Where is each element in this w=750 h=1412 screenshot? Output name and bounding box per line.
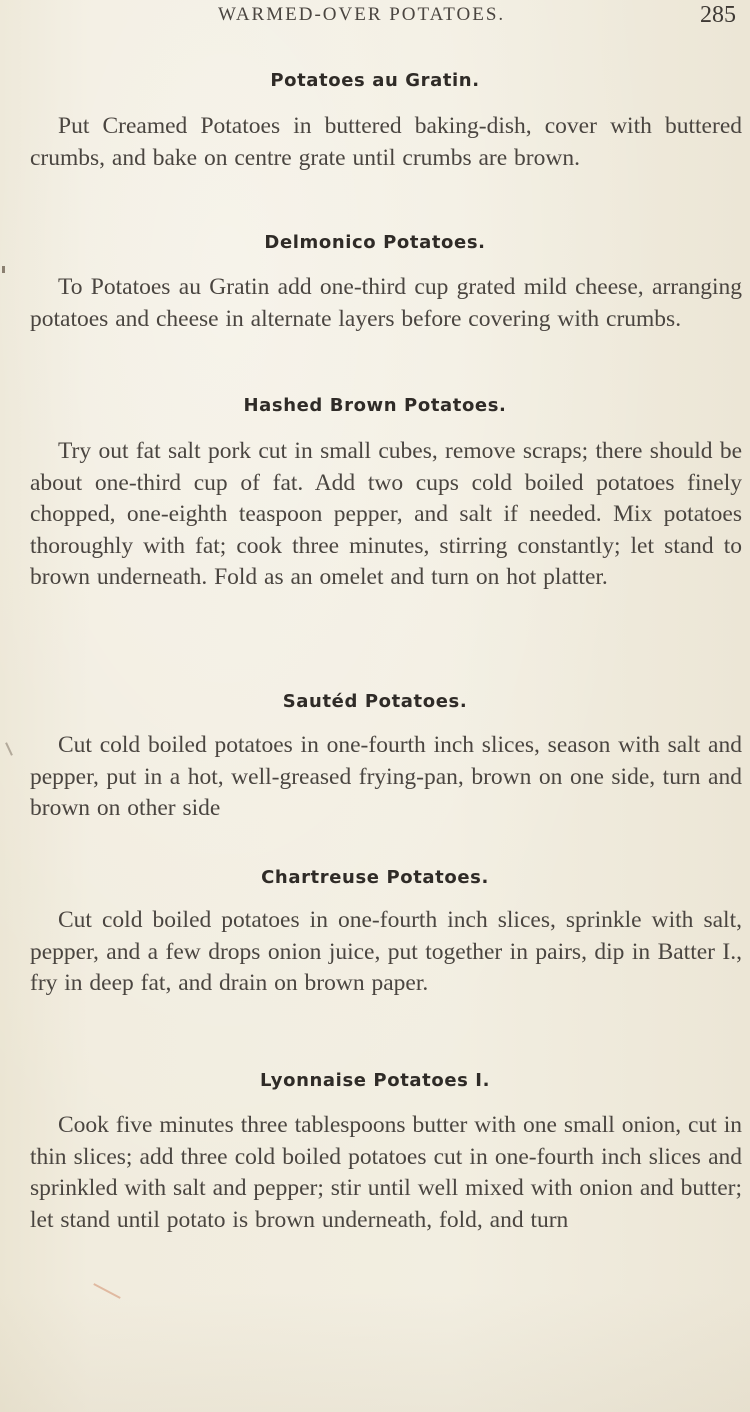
recipe-title-hashed-brown-potatoes: Hashed Brown Potatoes. (243, 395, 507, 416)
recipe-body-delmonico-potatoes: To Potatoes au Gratin add one-third cup grated mild cheese, arranging potatoes and cheese in alternate layers before covering with crumbs. (30, 274, 742, 332)
recipe-body-potatoes-au-gratin: Put Creamed Potatoes in buttered baking-dish, cover with buttered crumbs, and bake on centre grate until crumbs are brown. (30, 113, 742, 171)
recipe-title-delmonico-potatoes: Delmonico Potatoes. (264, 232, 486, 253)
page-bottom-margin (0, 1292, 750, 1412)
margin-mark (5, 742, 13, 756)
margin-mark (2, 266, 5, 273)
recipe-body-sauted-potatoes: Cut cold boiled potatoes in one-fourth inch slices, season with salt and pepper, put in a hot, well-greased frying-pan, brown on one side, turn and brown on other side (30, 732, 742, 821)
recipe-body-hashed-brown-potatoes: Try out fat salt pork cut in small cubes, remove scraps; there should be about one-third cup of fat. Add two cups cold boiled potatoes finely chopped, one-eighth teaspoon pepper, and salt if needed. Mix potatoes thoroughly with fat; cook three minutes, stirring constantly; let stand to brown underneath. Fold as an omelet and turn on hot platter. (30, 438, 742, 590)
recipe-body-chartreuse-potatoes: Cut cold boiled potatoes in one-fourth inch slices, sprinkle with salt, pepper, and a few drops onion juice, put together in pairs, dip in Batter I., fry in deep fat, and drain on brown paper. (30, 907, 742, 996)
recipe-title-chartreuse-potatoes: Chartreuse Potatoes. (261, 867, 489, 888)
recipe-title-lyonnaise-potatoes: Lyonnaise Potatoes I. (259, 1070, 491, 1091)
recipe-title-sauted-potatoes: Sautéd Potatoes. (282, 691, 468, 712)
page-number: 285 (700, 2, 736, 28)
running-head: WARMED-OVER POTATOES. (218, 4, 506, 25)
recipe-title-potatoes-au-gratin: Potatoes au Gratin. (270, 70, 480, 91)
recipe-body-lyonnaise-potatoes: Cook five minutes three tablespoons butter with one small onion, cut in thin slices; add three cold boiled potatoes cut in one-fourth inch slices and sprinkled with salt and pepper; stir until well mixed with onion and butter; let stand until potato is brown underneath, fold, and turn (30, 1112, 742, 1233)
page-header (0, 2, 750, 32)
